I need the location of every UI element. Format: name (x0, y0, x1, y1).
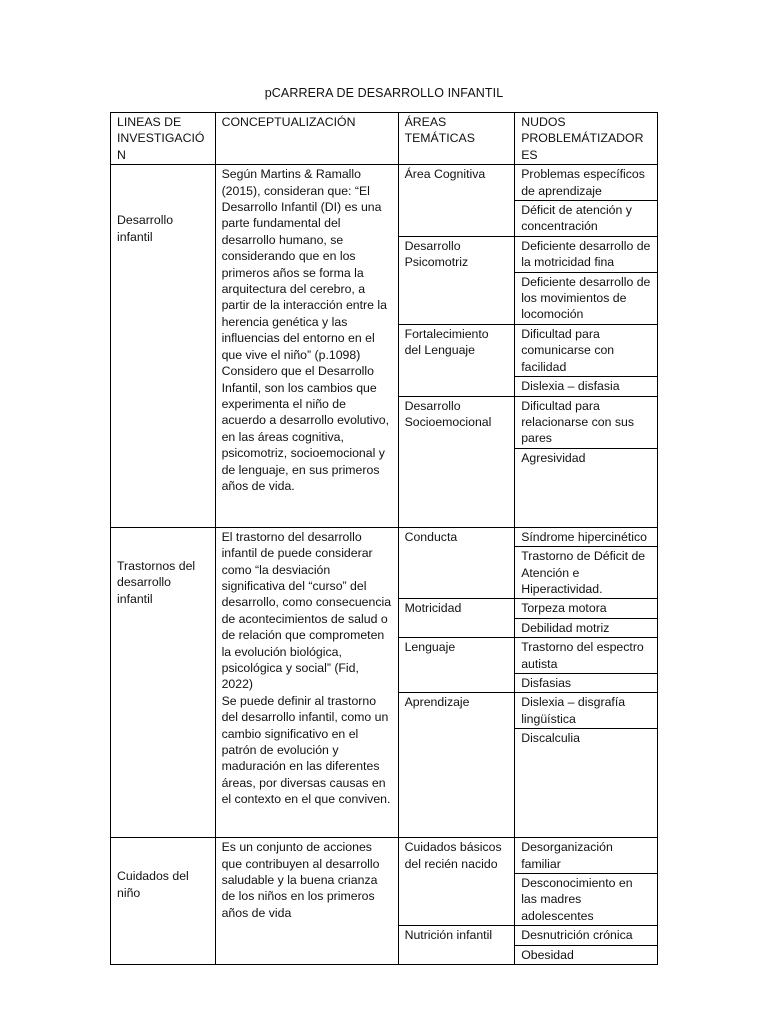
header-nudos: NUDOS PROBLEMÁTIZADORES (515, 113, 658, 165)
nudo-cell: Desconocimiento en las madres adolescentes (515, 874, 658, 926)
nudo-cell: Trastorno del espectro autista (515, 638, 658, 674)
nudo-cell: Dislexia – disfasia (515, 377, 658, 396)
nudo-cell: Deficiente desarrollo de la motricidad fina (515, 236, 658, 272)
area-cell: Aprendizaje (398, 693, 515, 838)
concept-paragraph: Considero que el Desarrollo Infantil, son los cambios que experimenta el niño de acuerdo a desarrollo evolutivo, en las áreas cognitiva, psicomotriz, socioemocional y de lenguaje, en sus primeros años de vida. (221, 364, 390, 493)
concept-paragraph: El trastorno del desarrollo infantil de puede considerar como “la desviación significativa del “curso” del desarrollo, como consecuencia de acontecimientos de salud o de relación que comprometen la evolución biológica, psicológica y social” (Fid, 2022) (221, 529, 392, 692)
nudo-cell: Debilidad motriz (515, 618, 658, 637)
nudo-cell: Deficiente desarrollo de los movimientos de locomoción (515, 272, 658, 324)
concept-trastornos (215, 527, 398, 837)
linea-desarrollo-infantil: Desarrollo infantil (111, 165, 216, 528)
nudo-cell: Desorganización familiar (515, 838, 658, 874)
area-cell: Nutrición infantil (398, 926, 515, 965)
concept-paragraph: Se puede definir al trastorno del desarrollo infantil, como un cambio significativo en el patrón de evolución y maduración en las diferentes áreas, por diversas causas en el contexto en el que conviven. (221, 693, 391, 807)
table-row (111, 527, 658, 546)
area-cell: Área Cognitiva (398, 165, 515, 237)
area-cell: Motricidad (398, 599, 515, 638)
nudo-cell: Déficit de atención y concentración (515, 201, 658, 237)
nudo-cell: Disfasias (515, 673, 658, 692)
concept-paragraph: Según Martins & Ramallo (2015), consideran que: “El Desarrollo Infantil (DI) es una parte fundamental del desarrollo humano, se considerando que en los primeros años se forma la arquitectura del cerebro, a partir de la interacción entre la herencia genética y las influencias del entorno en el que vive el niño” (p.1098) (221, 167, 387, 362)
area-cell: Cuidados básicos del recién nacido (398, 838, 515, 926)
nudo-cell: Obesidad (515, 945, 658, 964)
nudo-cell: Trastorno de Déficit de Atención e Hiperactividad. (515, 547, 658, 599)
header-lineas: LINEAS DE INVESTIGACIÓN (111, 113, 216, 165)
nudo-cell: Síndrome hipercinético (515, 527, 658, 546)
concept-desarrollo-infantil (215, 165, 398, 528)
linea-cuidados: Cuidados del niño (111, 838, 216, 965)
nudo-cell: Desnutrición crónica (515, 926, 658, 945)
document-title: pCARRERA DE DESARROLLO INFANTIL (264, 86, 504, 100)
nudo-cell: Dificultad para comunicarse con facilidad (515, 324, 658, 376)
header-conceptualizacion: CONCEPTUALIZACIÓN (215, 113, 398, 165)
area-cell: Lenguaje (398, 638, 515, 693)
nudo-cell: Agresividad (515, 448, 658, 527)
research-lines-table (110, 112, 658, 965)
nudo-cell: Discalculia (515, 729, 658, 838)
nudo-cell: Problemas específicos de aprendizaje (515, 165, 658, 201)
area-cell: Desarrollo Psicomotriz (398, 236, 515, 324)
header-areas: ÁREAS TEMÁTICAS (398, 113, 515, 165)
area-cell: Conducta (398, 527, 515, 599)
table-header-row (111, 113, 658, 165)
table-row (111, 838, 658, 874)
area-cell: Desarrollo Socioemocional (398, 396, 515, 527)
concept-cuidados (215, 838, 398, 965)
concept-paragraph: Es un conjunto de acciones que contribuyen al desarrollo saludable y la buena crianza de los niños en los primeros años de vida (221, 840, 380, 920)
linea-trastornos: Trastornos del desarrollo infantil (111, 527, 216, 837)
area-cell: Fortalecimiento del Lenguaje (398, 324, 515, 396)
nudo-cell: Dislexia – disgrafía lingüística (515, 693, 658, 729)
table-row (111, 165, 658, 201)
nudo-cell: Torpeza motora (515, 599, 658, 618)
nudo-cell: Dificultad para relacionarse con sus pares (515, 396, 658, 448)
